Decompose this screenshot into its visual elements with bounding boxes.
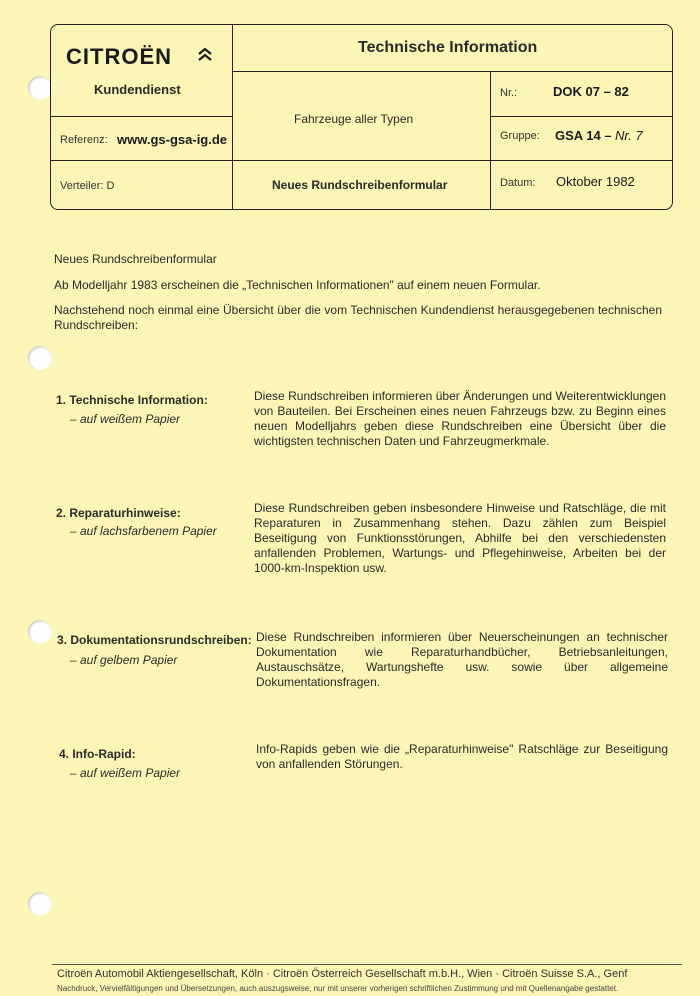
- referenz-value: www.gs-gsa-ig.de: [117, 132, 228, 147]
- body-heading: Neues Rundschreibenformular: [54, 252, 217, 266]
- punch-hole: [28, 346, 52, 370]
- vehicles-label: Fahrzeuge aller Typen: [294, 112, 414, 126]
- divider: [51, 116, 232, 117]
- brand-subtitle: Kundendienst: [94, 82, 181, 97]
- item-description: Diese Rundschreiben informieren über Änderungen und Weiterentwicklungen von Bauteilen. Bei Erscheinen eines neuen Fahrzeugs bzw. zu Beginn eines neuen Modelljahrs geben diese Rundschreiben eine Übersicht über die wichtigsten technischen Daten und Fahrzeugmerkmale.: [254, 389, 666, 448]
- punch-hole: [28, 892, 52, 916]
- overview-paragraph: Nachstehend noch einmal eine Übersicht über die vom Technischen Kundendienst herausgegebenen technischen Rundschreiben:: [54, 303, 662, 332]
- document-title: Technische Information: [358, 39, 538, 56]
- gruppe-number: Nr. 7: [615, 128, 643, 143]
- divider: [232, 71, 672, 72]
- datum-value: Oktober 1982: [556, 174, 635, 189]
- subject-label: Neues Rundschreibenformular: [272, 178, 448, 192]
- item-title: 3. Dokumentationsrundschreiben:: [57, 633, 252, 647]
- item-title: 2. Reparaturhinweise:: [56, 506, 181, 520]
- divider: [232, 25, 233, 209]
- double-chevron-icon: [197, 46, 213, 62]
- item-paper: – auf weißem Papier: [70, 412, 181, 426]
- nr-label: Nr.:: [500, 87, 518, 99]
- divider: [490, 71, 491, 209]
- item-description: Diese Rundschreiben geben insbesondere Hinweise und Ratschläge, die mit Reparaturen in Zusammenhang stehen. Dazu zählen zum Beispiel Beseitigung von Funktionsstörungen, Abhilfe bei den verschiedensten anfallenden Problemen, Wartungs- und Pflegehinweise, Arbeiten bei der 1000-km-Inspektion usw.: [254, 501, 666, 575]
- item-description: Diese Rundschreiben informieren über Neuerscheinungen an technischer Dokumentation wie Reparaturhandbücher, Betriebsanleitungen, Austauschsätze, Wartungshefte usw. sowie über allgemeine Dokumentationsfragen.: [256, 630, 668, 689]
- punch-hole: [28, 76, 52, 100]
- footer-divider: [52, 964, 682, 965]
- footer-companies: Citroën Automobil Aktiengesellschaft, Köln · Citroën Österreich Gesellschaft m.b.H., Wien · Citroën Suisse S.A., Genf: [57, 968, 628, 980]
- brand-logo: CITROËN: [66, 44, 172, 69]
- footer-notice: Nachdruck, Vervielfältigungen und Übersetzungen, auch auszugsweise, nur mit unserer vorherigen schriftlichen Zustimmung und mit Quellenangabe gestattet.: [57, 984, 619, 993]
- gruppe-label: Gruppe:: [500, 130, 540, 142]
- divider: [490, 116, 672, 117]
- item-title: 1. Technische Information:: [56, 393, 208, 407]
- nr-value: DOK 07 – 82: [553, 84, 629, 99]
- referenz-label: Referenz:: [60, 134, 108, 146]
- intro-paragraph: Ab Modelljahr 1983 erscheinen die „Technischen Informationen" auf einem neuen Formular.: [54, 278, 541, 292]
- item-paper: – auf gelbem Papier: [70, 653, 178, 667]
- verteiler-label: Verteiler: D: [60, 180, 115, 192]
- item-paper: – auf lachsfarbenem Papier: [70, 524, 217, 538]
- item-paper: – auf weißem Papier: [70, 766, 181, 780]
- item-description: Info-Rapids geben wie die „Reparaturhinweise" Ratschläge zur Beseitigung von anfallenden Störungen.: [256, 742, 668, 771]
- datum-label: Datum:: [500, 177, 536, 189]
- item-title: 4. Info-Rapid:: [59, 747, 136, 761]
- gruppe-value: GSA 14 –: [555, 128, 612, 143]
- punch-hole: [28, 620, 52, 644]
- divider: [51, 160, 672, 161]
